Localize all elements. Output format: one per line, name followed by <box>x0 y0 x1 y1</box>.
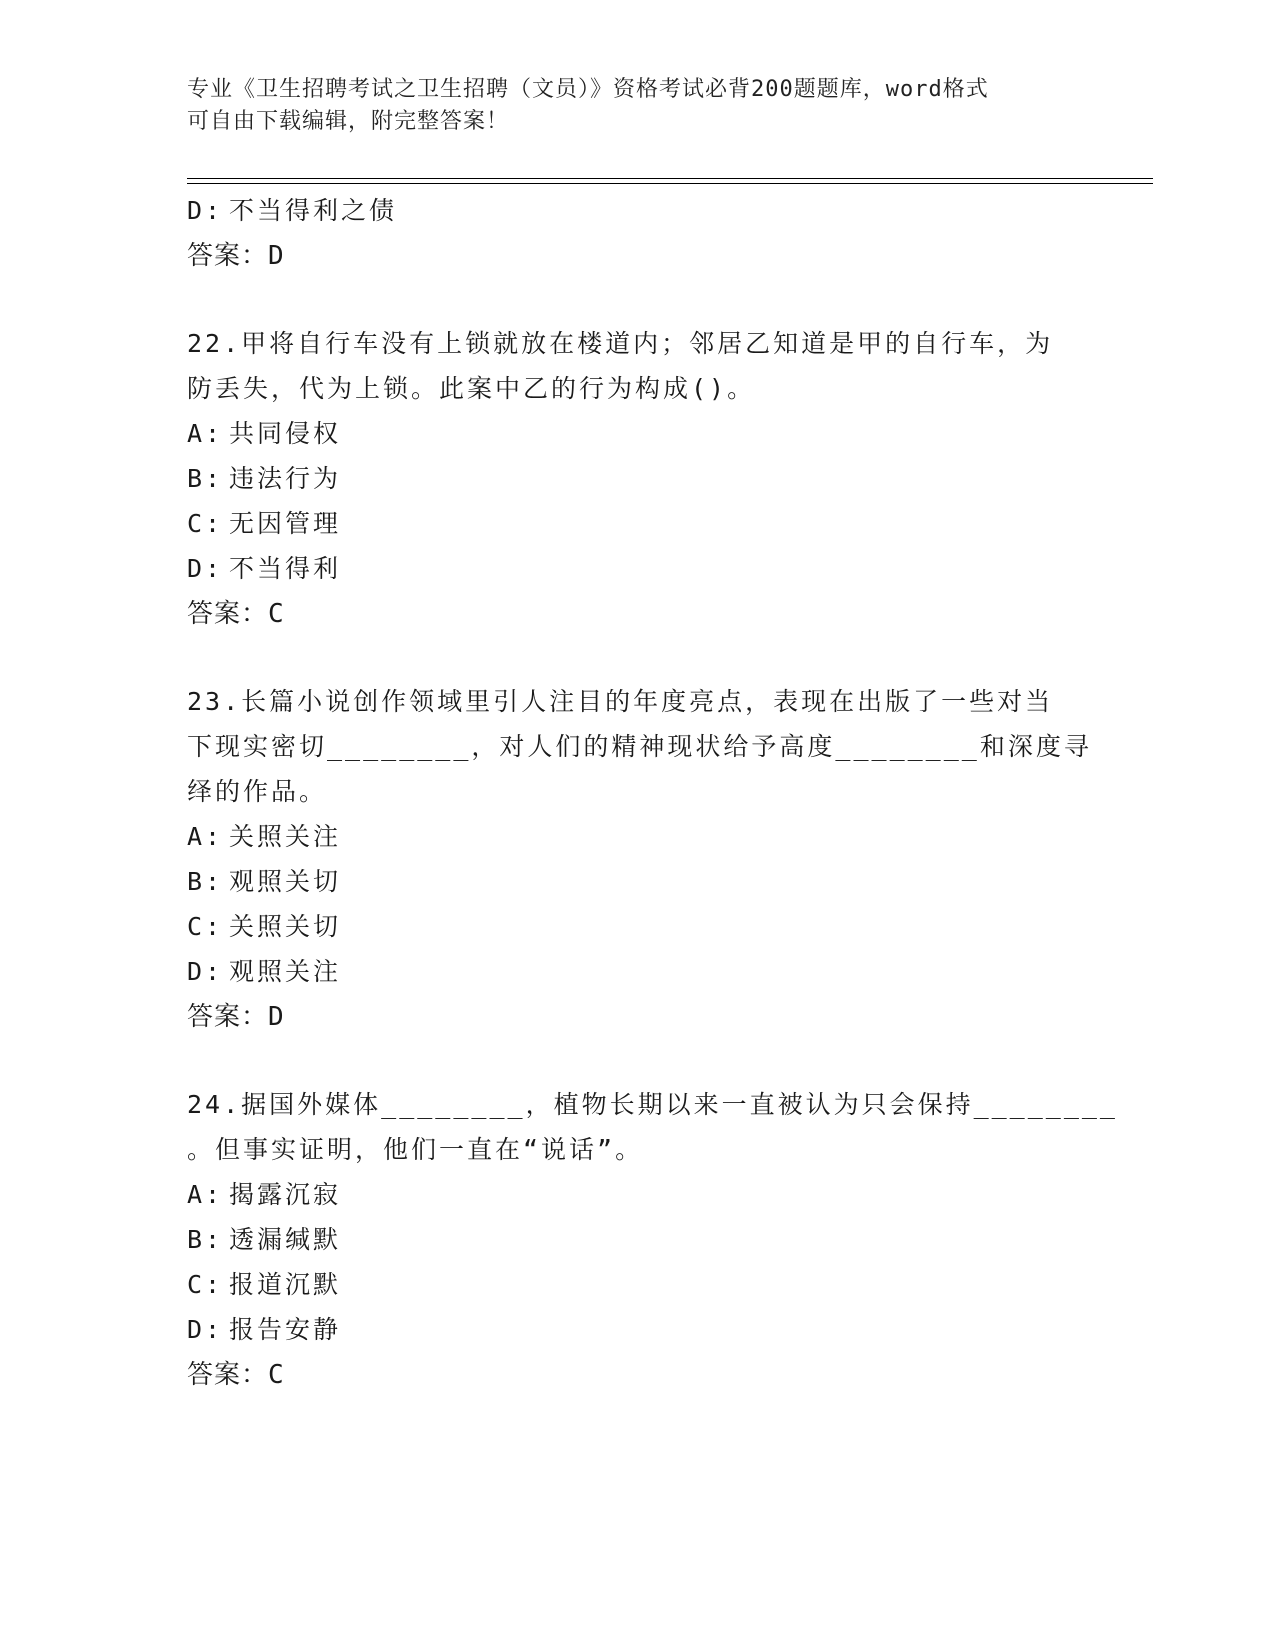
option-b <box>187 1217 1087 1262</box>
option-text: 关照关注 <box>229 822 342 851</box>
answer-label: 答案： <box>187 1002 269 1032</box>
answer-value: D <box>268 1002 285 1032</box>
header-divider-top <box>187 178 1153 179</box>
option-text: 不当得利之债 <box>229 196 398 225</box>
option-key: C: <box>187 1270 224 1299</box>
option-key: C: <box>187 509 224 538</box>
question-stem-line: 23.长篇小说创作领域里引人注目的年度亮点，表现在出版了一些对当 <box>187 687 1054 716</box>
answer-label: 答案： <box>187 1360 269 1390</box>
option-a <box>187 1172 1087 1217</box>
continued-question <box>187 188 1087 279</box>
option-text: 不当得利 <box>229 554 342 583</box>
question-stem-line: 24.据国外媒体________，植物长期以来一直被认为只会保持________ <box>187 1090 1118 1119</box>
option-text: 透漏缄默 <box>229 1225 342 1254</box>
question-spacer <box>187 637 1087 679</box>
option-key: C: <box>187 912 224 941</box>
question-stem-line: 22.甲将自行车没有上锁就放在楼道内；邻居乙知道是甲的自行车，为 <box>187 329 1054 358</box>
question-stem-line: 。但事实证明，他们一直在“说话”。 <box>187 1135 644 1164</box>
option-text: 观照关注 <box>229 957 342 986</box>
option-text: 关照关切 <box>229 912 342 941</box>
question-22 <box>187 321 1087 637</box>
answer-line <box>187 233 1087 279</box>
option-a <box>187 411 1087 456</box>
question-spacer <box>187 279 1087 321</box>
option-key: D: <box>187 957 224 986</box>
option-key: A: <box>187 419 224 448</box>
header-divider-bottom <box>187 183 1153 184</box>
option-c <box>187 1262 1087 1307</box>
header-line-1: 专业《卫生招聘考试之卫生招聘（文员）》资格考试必背200题题库，word格式 <box>187 77 989 102</box>
answer-value: C <box>268 1360 285 1390</box>
option-b <box>187 859 1087 904</box>
answer-label: 答案： <box>187 241 269 271</box>
option-key: D: <box>187 1315 224 1344</box>
answer-value: C <box>268 599 285 629</box>
answer-value: D <box>268 241 285 271</box>
option-key: B: <box>187 1225 224 1254</box>
option-text: 报道沉默 <box>229 1270 342 1299</box>
answer-line <box>187 591 1087 637</box>
option-text: 无因管理 <box>229 509 342 538</box>
option-text: 共同侵权 <box>229 419 342 448</box>
header-line-2: 可自由下载编辑，附完整答案！ <box>187 109 510 134</box>
document-header <box>187 74 1067 138</box>
option-key: A: <box>187 822 224 851</box>
option-d <box>187 188 1087 233</box>
option-text: 违法行为 <box>229 464 342 493</box>
option-c <box>187 501 1087 546</box>
answer-line <box>187 994 1087 1040</box>
question-list <box>187 188 1118 1398</box>
option-key: D: <box>187 196 224 225</box>
question-stem-line: 防丢失，代为上锁。此案中乙的行为构成()。 <box>187 374 756 403</box>
option-d <box>187 949 1087 994</box>
question-spacer <box>187 1040 1087 1082</box>
option-d <box>187 1307 1087 1352</box>
question-24 <box>187 1082 1118 1398</box>
option-key: D: <box>187 554 224 583</box>
option-key: A: <box>187 1180 224 1209</box>
answer-line <box>187 1352 1087 1398</box>
option-c <box>187 904 1087 949</box>
option-a <box>187 814 1087 859</box>
question-stem-line: 绎的作品。 <box>187 777 328 806</box>
answer-label: 答案： <box>187 599 269 629</box>
option-d <box>187 546 1087 591</box>
question-stem-line: 下现实密切________，对人们的精神现状给予高度________和深度寻 <box>187 732 1092 761</box>
option-text: 揭露沉寂 <box>229 1180 342 1209</box>
question-23 <box>187 679 1092 1040</box>
option-key: B: <box>187 867 224 896</box>
option-text: 观照关切 <box>229 867 342 896</box>
option-b <box>187 456 1087 501</box>
option-key: B: <box>187 464 224 493</box>
option-text: 报告安静 <box>229 1315 342 1344</box>
